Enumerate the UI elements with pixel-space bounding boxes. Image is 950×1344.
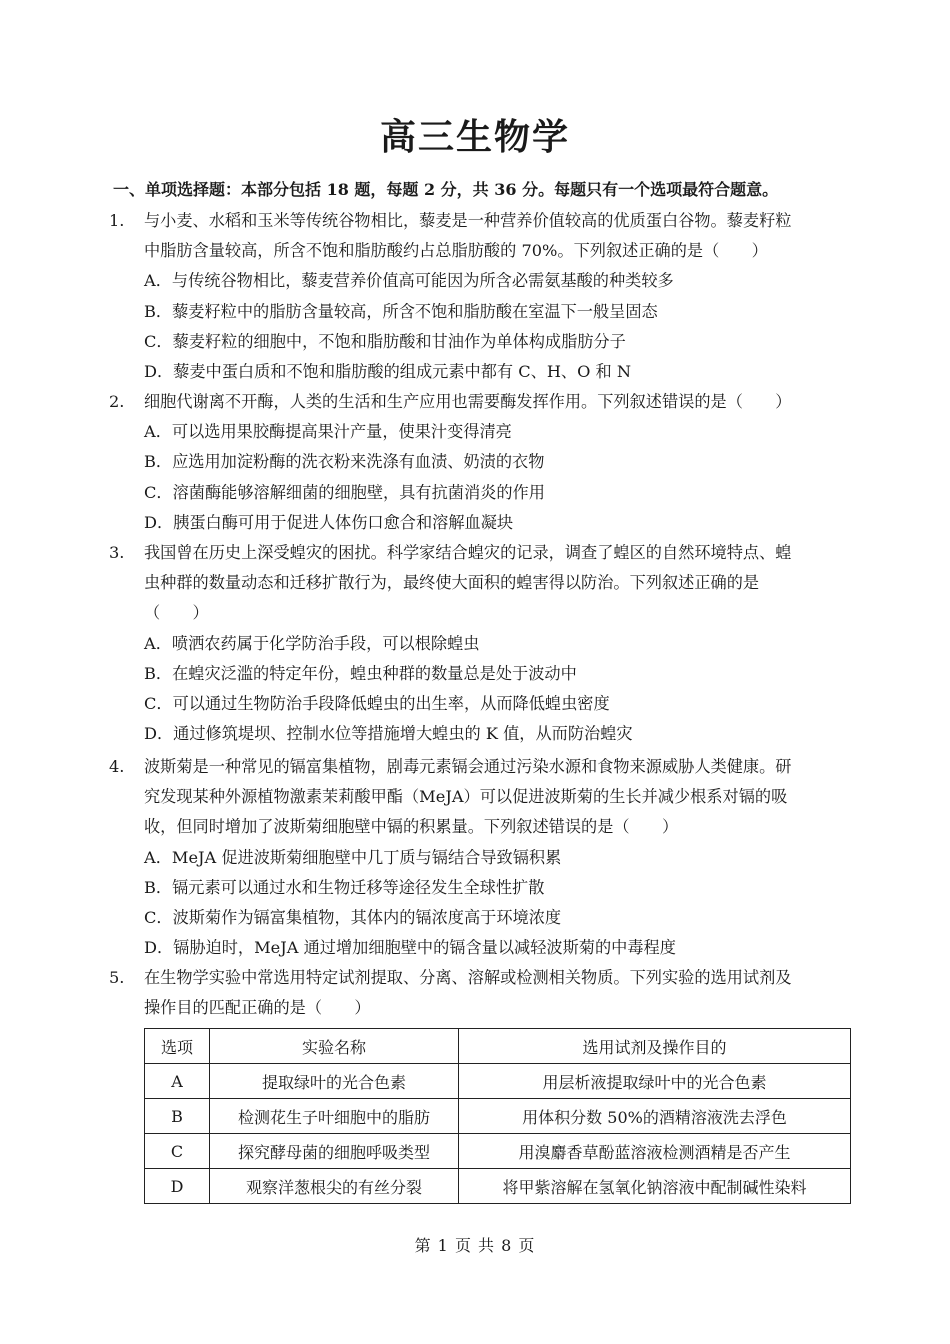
table-header-row [145,1029,851,1064]
option-a: A．可以选用果胶酶提高果汁产量，使果汁变得清亮 [144,422,512,442]
option-c: C．波斯菊作为镉富集植物，其体内的镉浓度高于环境浓度 [144,907,562,927]
question-1 [109,206,849,387]
page-footer: 第 1 页 共 8 页 [414,1236,536,1255]
question-number: 2. [109,392,125,411]
question-5 [109,963,849,1023]
table-row [145,1099,851,1134]
question-number: 3. [109,543,125,562]
table-cell: 用溴麝香草酚蓝溶液检测酒精是否产生 [459,1134,851,1169]
question-stem-line: 4. 波斯菊是一种常见的镉富集植物，剧毒元素镉会通过污染水源和食物来源威胁人类健康。研 [109,752,849,782]
table-cell: B [145,1099,210,1134]
question-stem-line: 5. 在生物学实验中常选用特定试剂提取、分离、溶解或检测相关物质。下列实验的选用试剂及 [109,963,849,993]
question-stem-line: 3. 我国曾在历史上深受蝗灾的困扰。科学家结合蝗灾的记录，调查了蝗区的自然环境特点、蝗 [109,538,849,568]
table-cell: 用层析液提取绿叶中的光合色素 [459,1064,851,1099]
option-c: C．可以通过生物防治手段降低蝗虫的出生率，从而降低蝗虫密度 [144,693,610,713]
table-cell: C [145,1134,210,1169]
option-d: D．通过修筑堤坝、控制水位等措施增大蝗虫的 K 值，从而防治蝗灾 [144,724,633,744]
table-header-cell: 选项 [145,1029,210,1064]
question-2 [109,387,849,538]
question-stem-line: （ ） [144,603,209,623]
option-d: D．镉胁迫时，MeJA 通过增加细胞壁中的镉含量以减轻波斯菊的中毒程度 [144,938,676,958]
question-stem-line: 2. 细胞代谢离不开酶，人类的生活和生产应用也需要酶发挥作用。下列叙述错误的是（ ） [109,387,849,417]
table-row [145,1064,851,1099]
question-stem-line: 操作目的匹配正确的是（ ） [144,998,371,1018]
table-row [145,1134,851,1169]
question-3 [109,538,849,749]
table-header-cell: 实验名称 [210,1029,459,1064]
table-cell: 探究酵母菌的细胞呼吸类型 [210,1134,459,1169]
option-a: A．MeJA 促进波斯菊细胞壁中几丁质与镉结合导致镉积累 [144,847,562,867]
question-stem-line: 1. 与小麦、水稻和玉米等传统谷物相比，藜麦是一种营养价值较高的优质蛋白谷物。藜麦籽粒 [109,206,849,236]
table-cell: 提取绿叶的光合色素 [210,1064,459,1099]
table-cell: A [145,1064,210,1099]
experiment-table [144,1028,851,1204]
table-cell: 用体积分数 50%的酒精溶液洗去浮色 [459,1099,851,1134]
section-heading: 一、单项选择题：本部分包括 18 题，每题 2 分，共 36 分。每题只有一个选项最符合题意。 [113,180,779,199]
option-a: A．喷洒农药属于化学防治手段，可以根除蝗虫 [144,633,480,653]
option-a: A．与传统谷物相比，藜麦营养价值高可能因为所含必需氨基酸的种类较多 [144,271,674,291]
page-title: 高三生物学 [379,116,570,158]
table-cell: 检测花生子叶细胞中的脂肪 [210,1099,459,1134]
table-cell: 将甲紫溶解在氢氧化钠溶液中配制碱性染料 [459,1169,851,1204]
option-b: B．藜麦籽粒中的脂肪含量较高，所含不饱和脂肪酸在室温下一般呈固态 [144,301,658,321]
table-header-cell: 选用试剂及操作目的 [459,1029,851,1064]
option-d: D．藜麦中蛋白质和不饱和脂肪酸的组成元素中都有 C、H、O 和 N [144,361,632,381]
option-b: B．镉元素可以通过水和生物迁移等途径发生全球性扩散 [144,877,545,897]
question-stem-line: 虫种群的数量动态和迁移扩散行为，最终使大面积的蝗害得以防治。下列叙述正确的是 [144,573,760,593]
table-cell: 观察洋葱根尖的有丝分裂 [210,1169,459,1204]
question-stem-line: 究发现某种外源植物激素茉莉酸甲酯（MeJA）可以促进波斯菊的生长并减少根系对镉的吸 [144,787,788,807]
question-stem-line: 中脂肪含量较高，所含不饱和脂肪酸约占总脂肪酸的 70%。下列叙述正确的是（ ） [144,241,768,261]
table-cell: D [145,1169,210,1204]
question-number: 4. [109,757,125,776]
option-c: C．藜麦籽粒的细胞中，不饱和脂肪酸和甘油作为单体构成脂肪分子 [144,331,626,351]
question-4 [109,752,849,963]
question-number: 5. [109,968,125,987]
table-row [145,1169,851,1204]
option-c: C．溶菌酶能够溶解细菌的细胞壁，具有抗菌消炎的作用 [144,482,545,502]
option-b: B．在蝗灾泛滥的特定年份，蝗虫种群的数量总是处于波动中 [144,663,577,683]
option-b: B．应选用加淀粉酶的洗衣粉来洗涤有血渍、奶渍的衣物 [144,452,545,472]
question-number: 1. [109,211,125,230]
question-stem-line: 收，但同时增加了波斯菊细胞壁中镉的积累量。下列叙述错误的是（ ） [144,817,679,837]
option-d: D．胰蛋白酶可用于促进人体伤口愈合和溶解血凝块 [144,512,514,532]
